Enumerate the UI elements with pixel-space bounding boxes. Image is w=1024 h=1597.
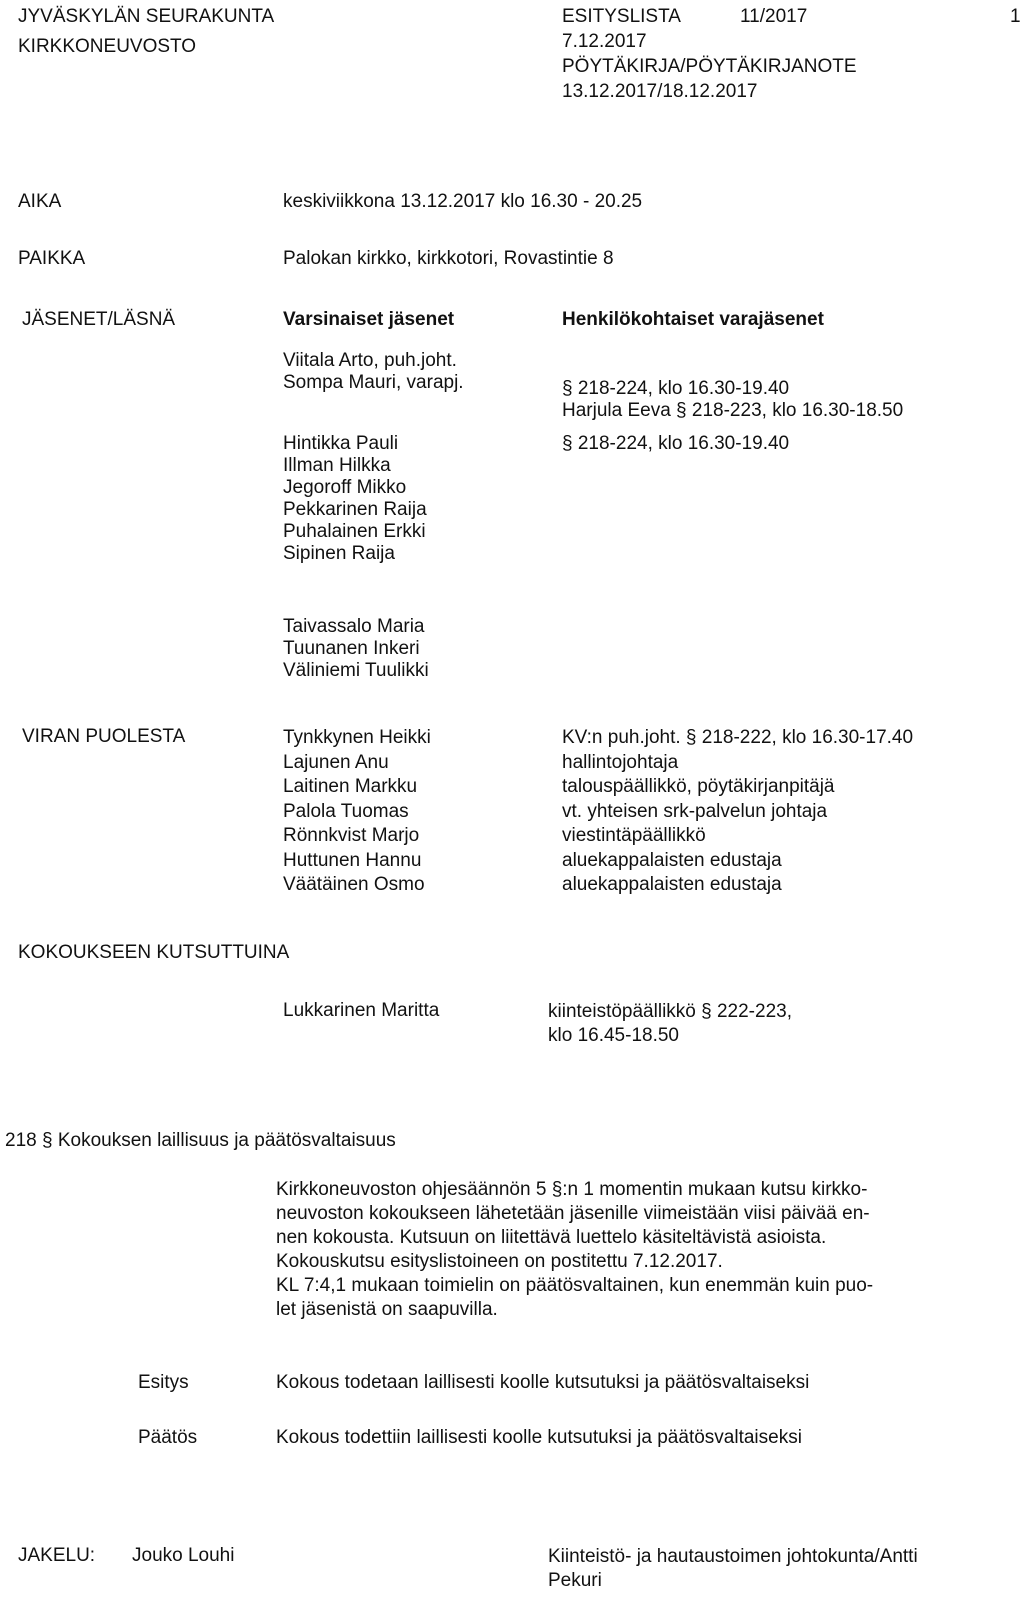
ex-officio-label: VIRAN PUOLESTA bbox=[22, 726, 186, 747]
time-label: AIKA bbox=[18, 191, 62, 212]
ex-officio-name: Tynkkynen Heikki bbox=[283, 727, 431, 748]
agenda-date: 7.12.2017 bbox=[562, 31, 647, 52]
section-title: 218 § Kokouksen laillisuus ja päätösvaltaisuus bbox=[5, 1130, 396, 1151]
section-body-line: let jäsenistä on saapuvilla. bbox=[276, 1299, 498, 1320]
deputy-members-header: Henkilökohtaiset varajäsenet bbox=[562, 309, 824, 330]
member-name: Viitala Arto, puh.joht. bbox=[283, 350, 457, 371]
invited-role bbox=[548, 1000, 792, 1048]
invited-name: Lukkarinen Maritta bbox=[283, 1000, 440, 1021]
minutes-dates: 13.12.2017/18.12.2017 bbox=[562, 81, 758, 102]
deputy-note: Harjula Eeva § 218-223, klo 16.30-18.50 bbox=[562, 400, 904, 421]
member-name: Illman Hilkka bbox=[283, 455, 391, 476]
ex-officio-role: KV:n puh.joht. § 218-222, klo 16.30-17.40 bbox=[562, 727, 914, 748]
invited-role-line: klo 16.45-18.50 bbox=[548, 1025, 679, 1046]
distribution-recipient bbox=[548, 1545, 918, 1593]
place-label: PAIKKA bbox=[18, 248, 86, 269]
member-name: Väliniemi Tuulikki bbox=[283, 660, 429, 681]
place-value: Palokan kirkko, kirkkotori, Rovastintie 8 bbox=[283, 248, 614, 269]
ex-officio-roles bbox=[562, 726, 913, 898]
ex-officio-name: Laitinen Markku bbox=[283, 776, 418, 797]
distribution-label: JAKELU: bbox=[18, 1545, 96, 1566]
distribution-person: Jouko Louhi bbox=[132, 1545, 235, 1566]
ex-officio-role: viestintäpäällikkö bbox=[562, 825, 706, 846]
member-list-group3 bbox=[283, 616, 429, 682]
member-name: Jegoroff Mikko bbox=[283, 477, 407, 498]
member-list-group1 bbox=[283, 350, 464, 394]
doc-type: ESITYSLISTA bbox=[562, 6, 681, 27]
distribution-recipient-line: Pekuri bbox=[548, 1570, 602, 1591]
org-name: JYVÄSKYLÄN SEURAKUNTA bbox=[18, 6, 275, 27]
ex-officio-role: aluekappalaisten edustaja bbox=[562, 874, 782, 895]
member-name: Puhalainen Erkki bbox=[283, 521, 426, 542]
section-body-line: Kokouskutsu esityslistoineen on postitettu 7.12.2017. bbox=[276, 1251, 723, 1272]
section-body-line: KL 7:4,1 mukaan toimielin on päätösvaltainen, kun enemmän kuin puo- bbox=[276, 1275, 874, 1296]
ex-officio-name: Rönnkvist Marjo bbox=[283, 825, 420, 846]
member-name: Hintikka Pauli bbox=[283, 433, 399, 454]
proposal-text: Kokous todetaan laillisesti koolle kutsutuksi ja päätösvaltaiseksi bbox=[276, 1372, 810, 1393]
decision-text: Kokous todettiin laillisesti koolle kutsutuksi ja päätösvaltaiseksi bbox=[276, 1427, 802, 1448]
ex-officio-name: Huttunen Hannu bbox=[283, 849, 422, 871]
deputy-note: § 218-224, klo 16.30-19.40 bbox=[562, 378, 790, 399]
members-label: JÄSENET/LÄSNÄ bbox=[22, 309, 176, 330]
doc-number: 11/2017 bbox=[740, 6, 808, 27]
section-body-line: Kirkkoneuvoston ohjesäännön 5 §:n 1 momentin mukaan kutsu kirkko- bbox=[276, 1179, 868, 1200]
member-name: Pekkarinen Raija bbox=[283, 499, 427, 520]
ex-officio-role: vt. yhteisen srk-palvelun johtaja bbox=[562, 800, 828, 822]
time-value: keskiviikkona 13.12.2017 klo 16.30 - 20.25 bbox=[283, 191, 643, 212]
deputy-note: § 218-224, klo 16.30-19.40 bbox=[562, 433, 790, 454]
ex-officio-name: Väätäinen Osmo bbox=[283, 874, 425, 895]
member-name: Tuunanen Inkeri bbox=[283, 638, 420, 659]
ex-officio-name: Lajunen Anu bbox=[283, 751, 389, 773]
invited-label: KOKOUKSEEN KUTSUTTUINA bbox=[18, 942, 290, 963]
distribution-recipient-line: Kiinteistö- ja hautaustoimen johtokunta/Antti bbox=[548, 1546, 918, 1567]
ex-officio-role: talouspäällikkö, pöytäkirjanpitäjä bbox=[562, 776, 835, 797]
proposal-label: Esitys bbox=[138, 1372, 189, 1393]
member-name: Sipinen Raija bbox=[283, 543, 395, 564]
body-name: KIRKKONEUVOSTO bbox=[18, 36, 197, 57]
decision-label: Päätös bbox=[138, 1427, 198, 1448]
ex-officio-names bbox=[283, 726, 431, 898]
ex-officio-name: Palola Tuomas bbox=[283, 800, 409, 822]
ex-officio-role: aluekappalaisten edustaja bbox=[562, 849, 782, 871]
regular-members-header: Varsinaiset jäsenet bbox=[283, 309, 455, 330]
page-number: 1 bbox=[1010, 6, 1021, 27]
section-body bbox=[276, 1178, 996, 1322]
section-body-line: nen kokousta. Kutsuun on liitettävä luettelo käsiteltävistä asioista. bbox=[276, 1227, 827, 1248]
member-name: Taivassalo Maria bbox=[283, 616, 425, 637]
invited-role-line: kiinteistöpäällikkö § 222-223, bbox=[548, 1001, 792, 1022]
member-list-group2 bbox=[283, 433, 427, 565]
section-body-line: neuvoston kokoukseen lähetetään jäsenille viimeistään viisi päivää en- bbox=[276, 1203, 870, 1224]
minutes-label: PÖYTÄKIRJA/PÖYTÄKIRJANOTE bbox=[562, 56, 857, 77]
member-name: Sompa Mauri, varapj. bbox=[283, 372, 464, 393]
ex-officio-role: hallintojohtaja bbox=[562, 751, 679, 773]
